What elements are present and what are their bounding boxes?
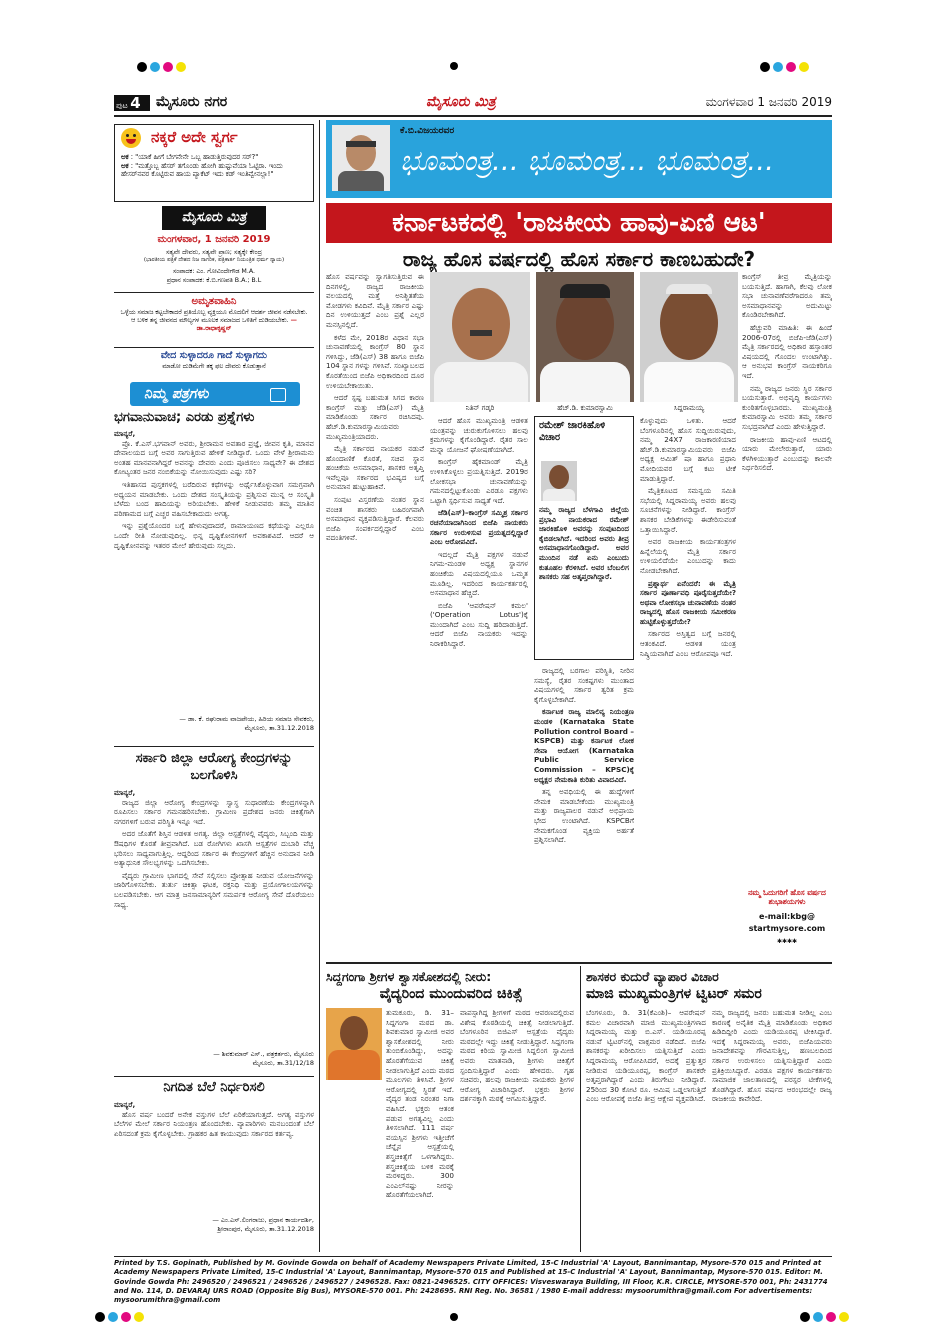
paper-info-box	[114, 206, 314, 288]
photo-caption-3: ಸಿದ್ದರಾಮಯ್ಯ	[673, 404, 705, 412]
footer-rule	[114, 1256, 832, 1257]
letter-1-paragraph: ಪ್ರೊ. ಕೆ.ಎಸ್.ಭಗವಾನ್ ಅವರು, ಶ್ರೀರಾಮನ ಅವತಾರ ಪ್ರಜ್ಞೆ, ಜೀವನ ಕೃತಿ, ಮಾನವ ದೇವಾಲಯದ ಬಗ್ಗೆ ಅವರ ಸಾಗುತ್ತಿರುವ ಹೇಳಿಕೆ ನೀಡಿದ್ದಾರೆ. ಒಂದು ವೇಳೆ ಶ್ರೀರಾಮನು ಅಂತಹ ಮಾನವನಾಗಿದ್ದರೆ ಅವನನ್ನು ದೇವರು ಎಂದು ಪೂಜಿಸಲು ಸಾಧ್ಯವೇ? ಈ ದೇಶದ ಕೋಟ್ಯಂತರ ಜನರ ನಂಬಿಕೆಯನ್ನು ನೋಯಿಸುವುದು ಎಷ್ಟು ಸರಿ?	[114, 438, 314, 477]
inset-box	[534, 416, 634, 660]
bhoomantra-title: ಭೂಮಂತ್ರ... ಭೂಮಂತ್ರ... ಭೂಮಂತ್ರ...	[400, 144, 775, 177]
column-divider	[580, 966, 581, 1252]
letter-3-title: ನಿಗದಿತ ಬೆಲೆ ನಿರ್ಧರಿಸಲಿ	[163, 1080, 265, 1095]
article-paragraph: ಇದಲ್ಲದೆ ಮೈತ್ರಿ ಪಕ್ಷಗಳ ನಡುವೆ ನಿಗಮ-ಮಂಡಳಿ ಅಧ್ಯಕ್ಷ ಸ್ಥಾನಗಳ ಹಂಚಿಕೆಯ ವಿಷಯದಲ್ಲಿಯೂ ಒಮ್ಮತ ಮೂಡಿಲ್ಲ. ಇದರಿಂದ ಕಾರ್ಯಕರ್ತರಲ್ಲಿ ಅಸಮಾಧಾನ ಹೆಚ್ಚಿದೆ.	[430, 549, 528, 598]
humour-title: ನಕ್ಕರೆ ಅದೇ ಸ್ವರ್ಗ	[151, 128, 238, 146]
article-paragraph: ಹೆಚ್ಚುವರಿ ಮಾಹಿತಿ: ಈ ಹಿಂದೆ 2006-07ರಲ್ಲಿ ಬಿಜೆಪಿ-ಜೆಡಿ(ಎಸ್) ಮೈತ್ರಿ ಸರ್ಕಾರದಲ್ಲಿ ಅಧಿಕಾರ ಹಸ್ತಾಂತರ ವಿಷಯದಲ್ಲಿ ಗೊಂದಲ ಉಂಟಾಗಿತ್ತು. ಆ ಅನುಭವ ಕಾಂಗ್ರೆಸ್ ನಾಯಕರಿಗೂ ಇದೆ.	[742, 322, 832, 380]
letter-2-salutation: ಮಾನ್ಯರೆ,	[114, 788, 136, 797]
main-story-col-5	[742, 272, 832, 882]
story-3-headline-2: ಮಾಜಿ ಮುಖ್ಯಮಂತ್ರಿಗಳ ಟ್ವಿಟರ್ ಸಮರ	[586, 986, 762, 1002]
section-divider	[326, 962, 832, 964]
article-paragraph: ಪ್ರಶ್ನಾರ್ಥ ಏನೆಂದರೆ: ಈ ಮೈತ್ರಿ ಸರ್ಕಾರ ಪೂರ್ಣಾವಧಿ ಪೂರೈಸುತ್ತದೆಯೇ? ಅಥವಾ ಲೋಕಸಭಾ ಚುನಾವಣೆಯ ನಂತರ ರಾಜ್ಯದಲ್ಲಿ ಹೊಸ ರಾಜಕೀಯ ಸಮೀಕರಣ ಹುಟ್ಟಿಕೊಳ್ಳುತ್ತದೆಯೇ?	[640, 578, 736, 626]
humour-line-2: : "ಮತ್ತೊಬ್ಬ ಹೆಸರ್ ತಗೊಂಡು ಹೋಗಿ ಹುಷ್ಟುವೆಯಾ ಓಟ್ಟಿರಾ. ಇಂದು ಹೇಸರ್‌ನವರ ಕೊಟ್ಟಿರುವ ಹಾಯ ಪ್ಯಾಕೆಟ್ ಇದು ಕಡ್ ಇಂತಿವ್ವೇನಲ್ಲಾ!"	[121, 161, 283, 179]
letter-2-paragraph: ಅದರ ಜೊತೆಗೆ ಶಿಸ್ತಿನ ಆಡಳಿತ ಅಗತ್ಯ. ಜಿಲ್ಲಾ ಆಸ್ಪತ್ರೆಗಳಲ್ಲಿ ವೈದ್ಯರು, ಸಿಬ್ಬಂದಿ ಮತ್ತು ಔಷಧಿಗಳ ಕೊರತೆ ತೀವ್ರವಾಗಿದೆ. ಬಡ ರೋಗಿಗಳು ಖಾಸಗಿ ಆಸ್ಪತ್ರೆಗಳ ದುಬಾರಿ ವೆಚ್ಚ ಭರಿಸಲು ಸಾಧ್ಯವಾಗುತ್ತಿಲ್ಲ. ಆದ್ದರಿಂದ ಸರ್ಕಾರ ಈ ಕೇಂದ್ರಗಳಿಗೆ ಹೆಚ್ಚಿನ ಅನುದಾನ ನೀಡಿ ಅತ್ಯಾಧುನಿಕ ಸೌಲಭ್ಯಗಳನ್ನು ಒದಗಿಸಬೇಕು.	[114, 829, 314, 868]
masthead	[114, 92, 832, 114]
letters-banner	[130, 382, 300, 406]
imprint-footer: Printed by T.S. Gopinath, Published by M. Govinde Gowda on behalf of Academy Newspapers Private Limited, 15-C Industrial 'A' Layout, Bannimantap, Mysore-570 015 and Printed at Academy Newspapers Private Limited, 15-C Industrial 'A' Layout, Bannimantap, Mysore-570 015 and Published at 15-C Industrial 'A' Layout, Bannimantap, Mysore-570 015. Editor: M. Govinde Gowda Ph: 2496520 / 2496521 / 2496526 / 2496527 / 2496528. Fax: 0821-2496525. CITY OFFICES: Visveswaraya Building, III Floor, K.R. CIRCLE, MYSORE-570 001, Ph: 2431774 and No. 114, D. DEVARAJ URS ROAD (Opposite Big Bus), MYSORE-570 001. Ph: 2428695. RNI Reg. No. 36581 / 1980 E-mail address: mysoorumithra@gmail.com For advertisements: mysoorumithra@gmail.com	[114, 1259, 828, 1305]
story-footer-note: ನಮ್ಮ ಓದುಗರಿಗೆ ಹೊಸ ವರ್ಷದ ಶುಭಾಶಯಗಳು	[748, 888, 826, 906]
main-story-col-3	[534, 666, 634, 956]
article-paragraph: ಹೊಸ ವರ್ಷವನ್ನು ಸ್ವಾಗತಿಸುತ್ತಿರುವ ಈ ದಿನಗಳಲ್ಲಿ, ರಾಜ್ಯದ ರಾಜಕೀಯ ವಲಯದಲ್ಲಿ ಮತ್ತೆ ಅನಿಶ್ಚಿತತೆಯ ಮೋಡಗಳು ಕವಿದಿವೆ. ಮೈತ್ರಿ ಸರ್ಕಾರ ಎಷ್ಟು ದಿನ ಉಳಿಯುತ್ತದೆ ಎಂಬ ಪ್ರಶ್ನೆ ಎಲ್ಲರ ಮನಸ್ಸಿನಲ್ಲಿದೆ.	[326, 272, 424, 329]
proverb-box	[114, 350, 314, 378]
paper-editor: ಸಂಪಾದಕ: ಎಂ. ಗೋವಿಂದೇಗೌಡ M.A.	[172, 268, 256, 275]
masthead-date: ಮಂಗಳವಾರ 1 ಜನವರಿ 2019	[705, 95, 832, 109]
photo-caption-2: ಹೆಚ್.ಡಿ. ಕುಮಾರಸ್ವಾಮಿ	[557, 404, 613, 412]
columnist-name: ಕೆ.ಬಿ.ವಿಜಯರವರ	[400, 126, 455, 136]
paper-subline: (ಭಾರತೀಯ ಪತ್ರಿಕೆ ದೇಶದ ನಿಜ ನಾಗರಿಕ, ಪತ್ರಿಕಾರ್ತ ನಿಯಂತ್ರಿತ ಧರ್ಮ ನ್ಯಾಯ)	[143, 257, 285, 263]
article-paragraph: ಅವರ ರಾಜಕೀಯ ಕಾರ್ಯತಂತ್ರಗಳ ಹಿನ್ನೆಲೆಯಲ್ಲಿ ಮೈತ್ರಿ ಸರ್ಕಾರ ಉಳಿಯಲಿದೆಯೇ ಎಂಬುದನ್ನು ಕಾದು ನೋಡಬೇಕಾಗಿದೆ.	[640, 537, 736, 575]
article-paragraph: ಬಿಜೆಪಿ 'ಆಪರೇಷನ್ ಕಮಲ' ('Operation Lotus')ಕ್ಕೆ ಮುಂದಾಗಿದೆ ಎಂಬ ಸುದ್ದಿ ಹರಿದಾಡುತ್ತಿದೆ. ಆದರೆ ಬಿಜೆಪಿ ನಾಯಕರು ಇದನ್ನು ನಿರಾಕರಿಸಿದ್ದಾರೆ.	[430, 600, 528, 649]
letter-3-place-date: ಶ್ರೀರಾಂಪುರ, ಮೈಸೂರು, ತಾ.31.12.2018	[217, 1225, 314, 1233]
columnist-photo	[332, 125, 390, 191]
main-story-col-1	[326, 272, 424, 956]
main-story-col-2	[430, 416, 528, 956]
end-stars: ✱✱✱✱	[776, 938, 798, 945]
letter-3-signature: — ಎಂ.ಎಸ್.ಲಿಂಗರಾಜು, ಪ್ರಧಾನ ಕಾರ್ಯದರ್ಶಿ,	[212, 1216, 314, 1224]
letter-2-paragraph: ವೈದ್ಯರು ಗ್ರಾಮೀಣ ಭಾಗದಲ್ಲಿ ಸೇವೆ ಸಲ್ಲಿಸಲು ಪ್ರೋತ್ಸಾಹ ನೀಡುವ ಯೋಜನೆಗಳನ್ನು ಜಾರಿಗೊಳಿಸಬೇಕು. ತುರ್ತು ಚಿಕಿತ್ಸಾ ಘಟಕ, ರಕ್ತನಿಧಿ ಮತ್ತು ಪ್ರಯೋಗಾಲಯಗಳನ್ನು ಬಲಪಡಿಸಬೇಕು. ಆಗ ಮಾತ್ರ ಜನಸಾಮಾನ್ಯರಿಗೆ ಸಮರ್ಪಕ ಆರೋಗ್ಯ ಸೇವೆ ದೊರೆಯಲು ಸಾಧ್ಯ.	[114, 870, 314, 909]
amrutha-text: ಒಳ್ಳೆಯ ಸಮಾಜ ಕಟ್ಟಬೇಕಾದರೆ ಪ್ರತಿಯೊಬ್ಬ ವ್ಯಕ್ತಿಯೂ ಮೊದಲಿಗೆ ಆದರ್ಶ ಜೀವನ ನಡೆಸಬೇಕು. ಆ ಬಳಿಕ ತನ್ನ ಜೀವನದ ಮೌಲ್ಯಗಳ ಮೂಲಕ ಸಮಾಜದ ಒಳಿತಿಗೆ ದುಡಿಯಬೇಕು.	[120, 309, 308, 324]
photo-kumaraswamy	[536, 272, 634, 402]
pen-nib-icon	[270, 388, 286, 402]
humour-speaker-2: ಅಕ	[121, 161, 129, 170]
divider	[114, 746, 314, 747]
paper-co-editor: ಪ್ರಧಾನ ಸಂಪಾದಕ: ಕೆ.ಬಿ.ಗಣಪತಿ B.A.; B.L	[166, 277, 262, 284]
section-title: ಮೈಸೂರು ನಗರ	[156, 94, 228, 110]
proverb-line-2: ಮಾಡೋ ದುಡಿಮೆಗೇ ತಕ್ಕ ಫಲ ದೇವರು ಕೊಡುತ್ತಾನೆ	[162, 363, 266, 370]
bhoomantra-banner	[326, 120, 832, 198]
photo-caption-1: ನಿತಿನ್ ಗಡ್ಕರಿ	[465, 404, 495, 412]
story-2-headline-1: ಸಿದ್ದಗಂಗಾ ಶ್ರೀಗಳ ಶ್ವಾಸಕೋಶದಲ್ಲಿ ನೀರು:	[326, 969, 492, 984]
humour-line-1: : "ಯಾಕೆ ಹೀಗೆ ಬೇಗನೇನೇ ಒಬ್ಬ ಹಾಡುತ್ತಿರುವುದರ ಸರ್?"	[130, 153, 259, 161]
article-paragraph: ಮೈತ್ರಿ ಸರ್ಕಾರದ ನಾಯಕರ ನಡುವೆ ಹೊಂದಾಣಿಕೆ ಕೊರತೆ, ಸಚಿವ ಸ್ಥಾನ ಹಂಚಿಕೆಯ ಅಸಮಾಧಾನ, ಶಾಸಕರ ಅತೃಪ್ತಿ ಇವೆಲ್ಲವೂ ಸರ್ಕಾರದ ಭವಿಷ್ಯದ ಬಗ್ಗೆ ಅನುಮಾನ ಹುಟ್ಟುಹಾಕಿವೆ.	[326, 444, 424, 492]
letter-3-paragraph: ಹೊಸ ವರ್ಷ ಬಂದರೆ ಅನೇಕ ವಸ್ತುಗಳ ಬೆಲೆ ಏರಿಕೆಯಾಗುತ್ತದೆ. ಅಗತ್ಯ ವಸ್ತುಗಳ ಬೆಲೆಗಳ ಮೇಲೆ ಸರ್ಕಾರ ನಿಯಂತ್ರಣ ಹೊಂದಬೇಕು. ವ್ಯಾಪಾರಿಗಳು ಮನಬಂದಂತೆ ಬೆಲೆ ಏರಿಸದಂತೆ ಕ್ರಮ ಕೈಗೊಳ್ಳಬೇಕು. ಗ್ರಾಹಕರ ಹಿತ ಕಾಯುವುದು ಸರ್ಕಾರದ ಕರ್ತವ್ಯ.	[114, 1109, 314, 1138]
author-email: e-mail:kbg@	[759, 912, 815, 921]
letter-1-place-date: ಮೈಸೂರು, ತಾ.31.12.2018	[244, 724, 314, 732]
main-headline: ಕರ್ನಾಟಕದಲ್ಲಿ 'ರಾಜಕೀಯ ಹಾವು-ಏಣಿ ಆಟ'	[326, 203, 832, 243]
story-2-col-2: ವಾಪಸ್ಸಾಗಿದ್ದ ಶ್ರೀಗಳಿಗೆ ಮಠದ ಆವರಣದಲ್ಲಿರುವ ವಿಶೇಷ ಕೊಠಡಿಯಲ್ಲಿ ಚಿಕಿತ್ಸೆ ನೀಡಲಾಗುತ್ತಿದೆ. ಬೆಂಗಳೂರಿನ ಬಿಜಿಎಸ್ ಆಸ್ಪತ್ರೆಯ ವೈದ್ಯರು ಮಠದಲ್ಲೇ ಇದ್ದು ಚಿಕಿತ್ಸೆ ನೀಡುತ್ತಿದ್ದಾರೆ. ಸಿದ್ದಗಂಗಾ ಮಠದ ಕಿರಿಯ ಸ್ವಾಮೀಜಿ ಸಿದ್ದಲಿಂಗ ಸ್ವಾಮೀಜಿ ಅವರು ಮಾತನಾಡಿ, ಶ್ರೀಗಳು ಚಿಕಿತ್ಸೆಗೆ ಸ್ಪಂದಿಸುತ್ತಿದ್ದಾರೆ ಎಂದು ಹೇಳಿದರು. ಗೃಹ ಸಚಿವರು, ಹಲವು ರಾಜಕೀಯ ನಾಯಕರು ಶ್ರೀಗಳ ಆರೋಗ್ಯ ವಿಚಾರಿಸಿದ್ದಾರೆ. ಭಕ್ತರು ಶ್ರೀಗಳ ದರ್ಶನಕ್ಕಾಗಿ ಮಠಕ್ಕೆ ಆಗಮಿಸುತ್ತಿದ್ದಾರೆ.	[460, 1008, 574, 1104]
inset-photo	[541, 461, 577, 501]
letter-2-title: ಸರ್ಕಾರಿ ಜಿಲ್ಲಾ ಆರೋಗ್ಯ ಕೇಂದ್ರಗಳನ್ನು ಬಲಗೊಳಿಸಿ	[135, 751, 293, 783]
story-3-col-2: ನಮ್ಮ ರಾಜ್ಯದಲ್ಲಿ ಜನರು ಬಹುಮತ ನೀಡಿಲ್ಲ ಎಂಬ ಕಾರಣಕ್ಕೆ ಅನೈತಿಕ ಮೈತ್ರಿ ಮಾಡಿಕೊಂಡು ಅಧಿಕಾರ ಹಿಡಿದಿದ್ದೀರಿ ಎಂದು ಯಡಿಯೂರಪ್ಪ ಟೀಕಿಸಿದ್ದಾರೆ. ಇದಕ್ಕೆ ಸಿದ್ದರಾಮಯ್ಯ ಅವರು, ಬಿಜೆಪಿಯವರು ಜನಾದೇಶವನ್ನು ಗೌರವಿಸುತ್ತಿಲ್ಲ, ಹಣಬಲದಿಂದ ಸರ್ಕಾರ ಉರುಳಿಸಲು ಯತ್ನಿಸುತ್ತಿದ್ದಾರೆ ಎಂದು ಪ್ರತಿಕ್ರಿಯಿಸಿದ್ದಾರೆ. ಎರಡೂ ಪಕ್ಷಗಳ ಕಾರ್ಯಕರ್ತರು ಸಾಮಾಜಿಕ ಜಾಲತಾಣದಲ್ಲಿ ಪರಸ್ಪರ ಟೀಕೆಗಳಲ್ಲಿ ತೊಡಗಿದ್ದಾರೆ. ಹೊಸ ವರ್ಷದ ಆರಂಭದಲ್ಲೇ ರಾಜ್ಯ ರಾಜಕೀಯ ಕಾವೇರಿದೆ.	[712, 1008, 832, 1104]
paper-box-date: ಮಂಗಳವಾರ, 1 ಜನವರಿ 2019	[157, 234, 271, 245]
story-2	[326, 968, 576, 1252]
article-paragraph: ರಾಜಕೀಯ ಹಾವು-ಏಣಿ ಆಟದಲ್ಲಿ ಯಾರು ಮೇಲೇರುತ್ತಾರೆ, ಯಾರು ಕೆಳಗಿಳಿಯುತ್ತಾರೆ ಎಂಬುದನ್ನು ಕಾಲವೇ ನಿರ್ಧರಿಸಲಿದೆ.	[742, 434, 832, 473]
story-2-col-1: ತುಮಕೂರು, ಡಿ. 31– ಸಿದ್ದಗಂಗಾ ಮಠದ ಡಾ. ಶಿವಕುಮಾರ ಸ್ವಾಮೀಜಿ ಅವರ ಶ್ವಾಸಕೋಶದಲ್ಲಿ ನೀರು ತುಂಬಿಕೊಂಡಿದ್ದು, ಅದನ್ನು ಹೊರತೆಗೆಯುವ ಚಿಕಿತ್ಸೆ ನೀಡಲಾಗುತ್ತಿದೆ ಎಂದು ಮಠದ ಮೂಲಗಳು ತಿಳಿಸಿವೆ. ಶ್ರೀಗಳ ಆರೋಗ್ಯದಲ್ಲಿ ಸ್ಥಿರತೆ ಇದೆ. ವೈದ್ಯರ ತಂಡ ನಿರಂತರ ನಿಗಾ ವಹಿಸಿದೆ. ಭಕ್ತರು ಆತಂಕ ಪಡುವ ಅಗತ್ಯವಿಲ್ಲ ಎಂದು ತಿಳಿಸಲಾಗಿದೆ. 111 ವರ್ಷ ವಯಸ್ಸಿನ ಶ್ರೀಗಳು ಇತ್ತೀಚೆಗೆ ಚೆನ್ನೈನ ಆಸ್ಪತ್ರೆಯಲ್ಲಿ ಶಸ್ತ್ರಚಿಕಿತ್ಸೆಗೆ ಒಳಗಾಗಿದ್ದರು. ಶಸ್ತ್ರಚಿಕಿತ್ಸೆಯ ಬಳಿಕ ಮಠಕ್ಕೆ ಮರಳಿದ್ದರು. 300 ಎಂಎಲ್‌ನಷ್ಟು ನೀರನ್ನು ಹೊರತೆಗೆಯಲಾಗಿದೆ.	[386, 1008, 454, 1200]
photo-gadkari	[430, 272, 530, 402]
article-paragraph: ಆದರೆ ಸ್ಪಷ್ಟ ಬಹುಮತ ಸಿಗದ ಕಾರಣ ಕಾಂಗ್ರೆಸ್ ಮತ್ತು ಜೆಡಿ(ಎಸ್) ಮೈತ್ರಿ ಮಾಡಿಕೊಂಡು ಸರ್ಕಾರ ರಚಿಸಿದವು. ಹೆಚ್.ಡಿ.ಕುಮಾರಸ್ವಾಮಿಯವರು ಮುಖ್ಯಮಂತ್ರಿಯಾದರು.	[326, 393, 424, 441]
masthead-rule	[114, 115, 832, 117]
letters-banner-title: ನಿಮ್ಮ ಪತ್ರಗಳು	[144, 386, 209, 402]
story-2-headline-2: ವೈದ್ಯರಿಂದ ಮುಂದುವರಿದ ಚಿಕಿತ್ಸೆ	[379, 986, 523, 1002]
article-paragraph: ನಮ್ಮ ರಾಜ್ಯದ ಜನರು ಸ್ಥಿರ ಸರ್ಕಾರ ಬಯಸುತ್ತಾರೆ. ಅಭಿವೃದ್ಧಿ ಕಾರ್ಯಗಳು ಕುಂಠಿತಗೊಳ್ಳಬಾರದು. ಮುಖ್ಯಮಂತ್ರಿ ಕುಮಾರಸ್ವಾಮಿ ಅವರು ತಮ್ಮ ಸರ್ಕಾರ ಸುಭದ್ರವಾಗಿದೆ ಎಂದು ಹೇಳುತ್ತಿದ್ದಾರೆ.	[742, 383, 832, 431]
divider	[114, 292, 314, 293]
paper-tagline: ಸತ್ಯವೇ ದೇವರು, ಸತ್ಯವೇ ಪ್ರಾಣ; ಸತ್ಯಕ್ಕೇ ಕೇಂದ್ರ	[165, 248, 263, 256]
letter-2	[114, 750, 314, 1072]
paper-logo: ಮೈಸೂರು ಮಿತ್ರ	[162, 206, 266, 230]
article-paragraph: ಕಾಂಗ್ರೆಸ್ ಹೈಕಮಾಂಡ್ ಮೈತ್ರಿ ಉಳಿಸಿಕೊಳ್ಳಲು ಪ್ರಯತ್ನಿಸುತ್ತಿದೆ. 2019ರ ಲೋಕಸಭಾ ಚುನಾವಣೆಯನ್ನು ಗಮನದಲ್ಲಿಟ್ಟುಕೊಂಡು ಎರಡೂ ಪಕ್ಷಗಳು ಒಟ್ಟಾಗಿ ಸ್ಪರ್ಧಿಸುವ ಸಾಧ್ಯತೆ ಇದೆ.	[430, 457, 528, 505]
letter-3	[114, 1080, 314, 1250]
main-story-col-4	[640, 416, 736, 956]
humour-box	[114, 124, 314, 202]
photo-siddaramaiah	[640, 272, 738, 402]
laughing-face-icon	[121, 128, 141, 148]
amrutha-box	[114, 296, 314, 342]
page-number: 4	[130, 94, 141, 112]
article-paragraph: ಕರ್ನಾಟಕ ರಾಜ್ಯ ಮಾಲಿನ್ಯ ನಿಯಂತ್ರಣ ಮಂಡಳಿ (Karnataka State Pollution control Board – KSPCB) ಮತ್ತು ಕರ್ನಾಟಕ ಲೋಕ ಸೇವಾ ಆಯೋಗ (Karnataka Public Service Commission – KPSC)ಕ್ಕೆ ಅಧ್ಯಕ್ಷರ ನೇಮಕಾತಿ ಕುರಿತು ವಿವಾದವಿದೆ.	[534, 707, 634, 784]
proverb-line-1: ವೇದ ಸುಳ್ಳಾದರೂ ಗಾದೆ ಸುಳ್ಳಾಗದು	[160, 350, 268, 361]
paper-name: ಮೈಸೂರು ಮಿತ್ರ	[426, 94, 496, 110]
swamiji-photo	[326, 1008, 382, 1080]
divider	[114, 1076, 314, 1077]
letter-2-signature: — ಶಿವಕುಮಾರ್ ಎಸ್., ಪತ್ರಕರ್ತರು, ಮೈಸೂರು	[213, 1050, 314, 1058]
letter-1-salutation: ಮಾನ್ಯರೆ,	[114, 429, 136, 438]
article-paragraph: ಸಂಪುಟ ವಿಸ್ತರಣೆಯ ನಂತರ ಸ್ಥಾನ ವಂಚಿತ ಶಾಸಕರು ಬಹಿರಂಗವಾಗಿ ಅಸಮಾಧಾನ ವ್ಯಕ್ತಪಡಿಸುತ್ತಿದ್ದಾರೆ. ಕೆಲವರು ಬಿಜೆಪಿ ಸಂಪರ್ಕದಲ್ಲಿದ್ದಾರೆ ಎಂಬ ವದಂತಿಗಳಿವೆ.	[326, 495, 424, 543]
article-paragraph: ರಾಜ್ಯದಲ್ಲಿ ಬರಗಾಲ ಪರಿಸ್ಥಿತಿ, ನೀರಿನ ಸಮಸ್ಯೆ, ರೈತರ ಸಂಕಷ್ಟಗಳು ಮುಂತಾದ ವಿಷಯಗಳಲ್ಲಿ ಸರ್ಕಾರ ತ್ವರಿತ ಕ್ರಮ ಕೈಗೊಳ್ಳಬೇಕಾಗಿದೆ.	[534, 666, 634, 704]
article-paragraph: ಆದರೆ ಹೊಸ ಮುಖ್ಯಮಂತ್ರಿ ಆಡಳಿತ ಯಂತ್ರವನ್ನು ಚುರುಕುಗೊಳಿಸಲು ಹಲವು ಕ್ರಮಗಳನ್ನು ಕೈಗೊಂಡಿದ್ದಾರೆ. ರೈತರ ಸಾಲ ಮನ್ನಾ ಯೋಜನೆ ಘೋಷಣೆಯಾಗಿದೆ.	[430, 416, 528, 454]
story-3	[586, 968, 832, 1252]
inset-title: ರಮೇಶ್ ಜಾರಕಿಹೊಳಿ ವಿಚಾರ	[539, 420, 606, 443]
story-3-col-1: ಬೆಂಗಳೂರು, ಡಿ. 31(ಕೆಎಂಶಿ)– ಆಪರೇಷನ್ ಕಮಲ ವಿಚಾರವಾಗಿ ಮಾಜಿ ಮುಖ್ಯಮಂತ್ರಿಗಳಾದ ಸಿದ್ದರಾಮಯ್ಯ ಮತ್ತು ಬಿ.ಎಸ್. ಯಡಿಯೂರಪ್ಪ ನಡುವೆ ಟ್ವಿಟರ್‌ನಲ್ಲಿ ವಾಕ್ಸಮರ ನಡೆದಿದೆ. ಬಿಜೆಪಿ ಶಾಸಕರನ್ನು ಖರೀದಿಸಲು ಯತ್ನಿಸುತ್ತಿದೆ ಎಂದು ಸಿದ್ದರಾಮಯ್ಯ ಆರೋಪಿಸಿದರೆ, ಅದಕ್ಕೆ ಪ್ರತ್ಯುತ್ತರ ನೀಡಿರುವ ಯಡಿಯೂರಪ್ಪ, ಕಾಂಗ್ರೆಸ್ ಶಾಸಕರೇ ಅತೃಪ್ತರಾಗಿದ್ದಾರೆ ಎಂದು ತಿರುಗೇಟು ನೀಡಿದ್ದಾರೆ. 25ರಿಂದ 30 ಕೋಟಿ ರೂ. ಆಮಿಷ ಒಡ್ಡಲಾಗುತ್ತಿದೆ ಎಂಬ ಆರೋಪಕ್ಕೆ ಬಿಜೆಪಿ ತೀವ್ರ ಆಕ್ಷೇಪ ವ್ಯಕ್ತಪಡಿಸಿದೆ.	[586, 1008, 706, 1104]
amrutha-author: — ಡಾ.ರಾಧಾಕೃಷ್ಣನ್	[196, 317, 297, 332]
article-paragraph: ಜೆಡಿ(ಎಸ್)–ಕಾಂಗ್ರೆಸ್ ಸಮ್ಮಿಶ್ರ ಸರ್ಕಾರ ರಚನೆಯಾದಾಗಿನಿಂದ ಬಿಜೆಪಿ ನಾಯಕರು ಸರ್ಕಾರ ಉರುಳಿಸುವ ಪ್ರಯತ್ನದಲ್ಲಿದ್ದಾರೆ ಎಂಬ ಆರೋಪವಿದೆ.	[430, 508, 528, 547]
left-column	[114, 120, 314, 1252]
letter-2-place-date: ಮೈಸೂರು, ತಾ.31/12/18	[252, 1059, 314, 1067]
author-website: startmysore.com	[748, 924, 826, 933]
article-paragraph: ತನ್ನ ಅವಧಿಯಲ್ಲಿ ಈ ಹುದ್ದೆಗಳಿಗೆ ನೇಮಕ ಮಾಡಬೇಕೆಂದು ಮುಖ್ಯಮಂತ್ರಿ ಮತ್ತು ರಾಜ್ಯಪಾಲರ ನಡುವೆ ಅಭಿಪ್ರಾಯ ಭೇದ ಉಂಟಾಗಿದೆ. KSPCBಗೆ ನೇಮಕಗೊಂಡ ವ್ಯಕ್ತಿಯ ಅರ್ಹತೆ ಪ್ರಶ್ನಿಸಲಾಗಿದೆ.	[534, 787, 634, 845]
article-paragraph: ಕಾಂಗ್ರೆಸ್ ತೀವ್ರ ಮೈತ್ರಿಯನ್ನು ಬಯಸುತ್ತಿದೆ. ಹಾಗಾಗಿ, ಕೆಲವು ಲೋಕ ಸಭಾ ಚುನಾವಣೆವರೆಗಾದರೂ ತಮ್ಮ ಅಸಮಾಧಾನವನ್ನು ಅದುಮಿಟ್ಟು ಕೊಂಡಿರಬೇಕಾಗಿದೆ.	[742, 272, 832, 320]
letter-2-paragraph: ರಾಜ್ಯದ ಜಿಲ್ಲಾ ಆರೋಗ್ಯ ಕೇಂದ್ರಗಳನ್ನು ಸ್ವಾಸ್ಥ ಸುಧಾರಣೆಯ ಕೇಂದ್ರಗಳನ್ನಾಗಿ ರೂಪಿಸಲು ಸರ್ಕಾರ ಗಮನಹರಿಸಬೇಕು. ಗ್ರಾಮೀಣ ಪ್ರದೇಶದ ಜನರು ಚಿಕಿತ್ಸೆಗಾಗಿ ನಗರಗಳಿಗೆ ಬರುವ ಪರಿಸ್ಥಿತಿ ಇನ್ನೂ ಇದೆ.	[114, 797, 314, 826]
letter-1-title: ಭಗವಾನುವಾಚ; ಎರಡು ಪ್ರಶ್ನೆಗಳು	[114, 410, 255, 425]
humour-speaker-1: ಅಕ	[121, 153, 129, 161]
column-divider	[319, 120, 320, 1252]
letter-3-salutation: ಮಾನ್ಯರೆ,	[114, 1100, 136, 1109]
main-subheadline: ರಾಜ್ಯ ಹೊಸ ವರ್ಷದಲ್ಲಿ ಹೊಸ ಸರ್ಕಾರ ಕಾಣಬಹುದೇ?	[402, 247, 756, 271]
letter-1-signature: — ಡಾ. ಕೆ. ರಘುರಾಮ ವಾಜಪೇಯ, ಹಿರಿಯ ಸಮಾಜ ಸೇವಕರು,	[179, 715, 314, 723]
article-paragraph: ಸರ್ಕಾರದ ಅಸ್ತಿತ್ವದ ಬಗ್ಗೆ ಜನರಲ್ಲಿ ಆತಂಕವಿದೆ. ಆಡಳಿತ ಯಂತ್ರ ನಿಷ್ಕ್ರಿಯವಾಗಿದೆ ಎಂಬ ಆರೋಪವೂ ಇದೆ.	[640, 629, 736, 658]
letter-1	[114, 410, 314, 742]
article-paragraph: ಕಳೆದ ಮೇ, 2018ರ ವಿಧಾನ ಸಭಾ ಚುನಾವಣೆಯಲ್ಲಿ ಕಾಂಗ್ರೆಸ್ 80 ಸ್ಥಾನ ಗಳಿಸಿದ್ದು, ಜೆಡಿ(ಎಸ್) 38 ಹಾಗೂ ಬಿಜೆಪಿ 104 ಸ್ಥಾನ ಗಳನ್ನು ಗಳಿಸಿವೆ. ಸಂಖ್ಯಾಬಲದ ಕೊರತೆಯಿಂದ ಬಿಜೆಪಿ ಅಧಿಕಾರದಿಂದ ದೂರ ಉಳಿಯಬೇಕಾಯಿತು.	[326, 332, 424, 390]
story-3-headline-1: ಶಾಸಕರ ಕುದುರೆ ವ್ಯಾಪಾರ ವಿಚಾರ	[586, 969, 719, 984]
amrutha-title: ಅಮೃತವಾಹಿನಿ	[191, 296, 237, 307]
page-label: ಪುಟ	[116, 101, 128, 110]
divider	[114, 347, 314, 348]
letter-1-paragraph: ಇನ್ನು ಪ್ರಶ್ನೆಯೊಂದರ ಬಗ್ಗೆ ಹೇಳುವುದಾದರೆ, ರಾಮಾಯಣದ ಕಥೆಯನ್ನು ಎಲ್ಲರೂ ಒಂದೇ ರೀತಿ ನೋಡುವುದಿಲ್ಲ. ಭಿನ್ನ ದೃಷ್ಟಿಕೋನಗಳಿಗೆ ಅವಕಾಶವಿದೆ. ಆದರೆ ಆ ದೃಷ್ಟಿಕೋನವನ್ನು ಇತರರ ಮೇಲೆ ಹೇರುವುದು ಸಲ್ಲದು.	[114, 521, 314, 550]
inset-text: ನಮ್ಮ ರಾಜ್ಯದ ಬೆಳಗಾವಿ ಜಿಲ್ಲೆಯ ಪ್ರಭಾವಿ ನಾಯಕರಾದ ರಮೇಶ್ ಜಾರಕಿಹೊಳಿ ಅವರನ್ನು ಸಂಪುಟದಿಂದ ಕೈಬಿಡಲಾಗಿದೆ. ಇದರಿಂದ ಅವರು ತೀವ್ರ ಅಸಮಾಧಾನಗೊಂಡಿದ್ದಾರೆ. ಅವರ ಮುಂದಿನ ನಡೆ ಏನು ಎಂಬುದು ಕುತೂಹಲ ಕೆರಳಿಸಿದೆ. ಅವರ ಬೆಂಬಲಿಗ ಶಾಸಕರು ಸಹ ಅತೃಪ್ತರಾಗಿದ್ದಾರೆ.	[539, 505, 629, 582]
letter-1-paragraph: ಇತಿಹಾಸದ ಪುಸ್ತಕಗಳಲ್ಲಿ ಬರೆದಿರುವ ಕಥೆಗಳನ್ನು ಅರ್ಥೈಸಿಕೊಳ್ಳುವಾಗ ಸಮಗ್ರವಾಗಿ ಅಧ್ಯಯನ ಮಾಡಬೇಕು. ಒಂದು ದೇಶದ ಸಂಸ್ಕೃತಿಯನ್ನು ಪ್ರಶ್ನಿಸುವ ಮುನ್ನ ಆ ಸಂಸ್ಕೃತಿ ಬೆಳೆದು ಬಂದ ಹಾದಿಯನ್ನು ಅರಿಯಬೇಕು. ಹೇಳಿಕೆ ನೀಡುವವರು ತಮ್ಮ ಮಾತಿನ ಪರಿಣಾಮದ ಬಗ್ಗೆ ಎಚ್ಚರ ವಹಿಸಬೇಕಾದುದು ಅಗತ್ಯ.	[114, 479, 314, 518]
article-paragraph: ಕೊಳ್ಳುವುದು ಒಳಿತು. ಆದರೆ ಬೆಂಗಳೂರಿನಲ್ಲಿ ಹೊಸ ಸುದ್ದಿಯಿರುವುದು, ನಮ್ಮ 24X7 ರಾಜಕಾರಣಿಯಾದ ಹೆಚ್.ಡಿ.ಕುಮಾರಸ್ವಾಮಿಯವರು ಬಿಜೆಪಿ ಅಧ್ಯಕ್ಷ ಅಮಿತ್ ಷಾ ಹಾಗೂ ಪ್ರಧಾನಿ ಮೋದಿಯವರ ಬಗ್ಗೆ ಕಟು ಟೀಕೆ ಮಾಡುತ್ತಿದ್ದಾರೆ.	[640, 416, 736, 483]
article-paragraph: ಮೈತ್ರಿಕೂಟದ ಸಮನ್ವಯ ಸಮಿತಿ ಸಭೆಯಲ್ಲಿ ಸಿದ್ದರಾಮಯ್ಯ ಅವರು ಹಲವು ಸೂಚನೆಗಳನ್ನು ನೀಡಿದ್ದಾರೆ. ಕಾಂಗ್ರೆಸ್ ಶಾಸಕರ ಬೇಡಿಕೆಗಳನ್ನು ಈಡೇರಿಸುವಂತೆ ಒತ್ತಾಯಿಸಿದ್ದಾರೆ.	[640, 486, 736, 534]
